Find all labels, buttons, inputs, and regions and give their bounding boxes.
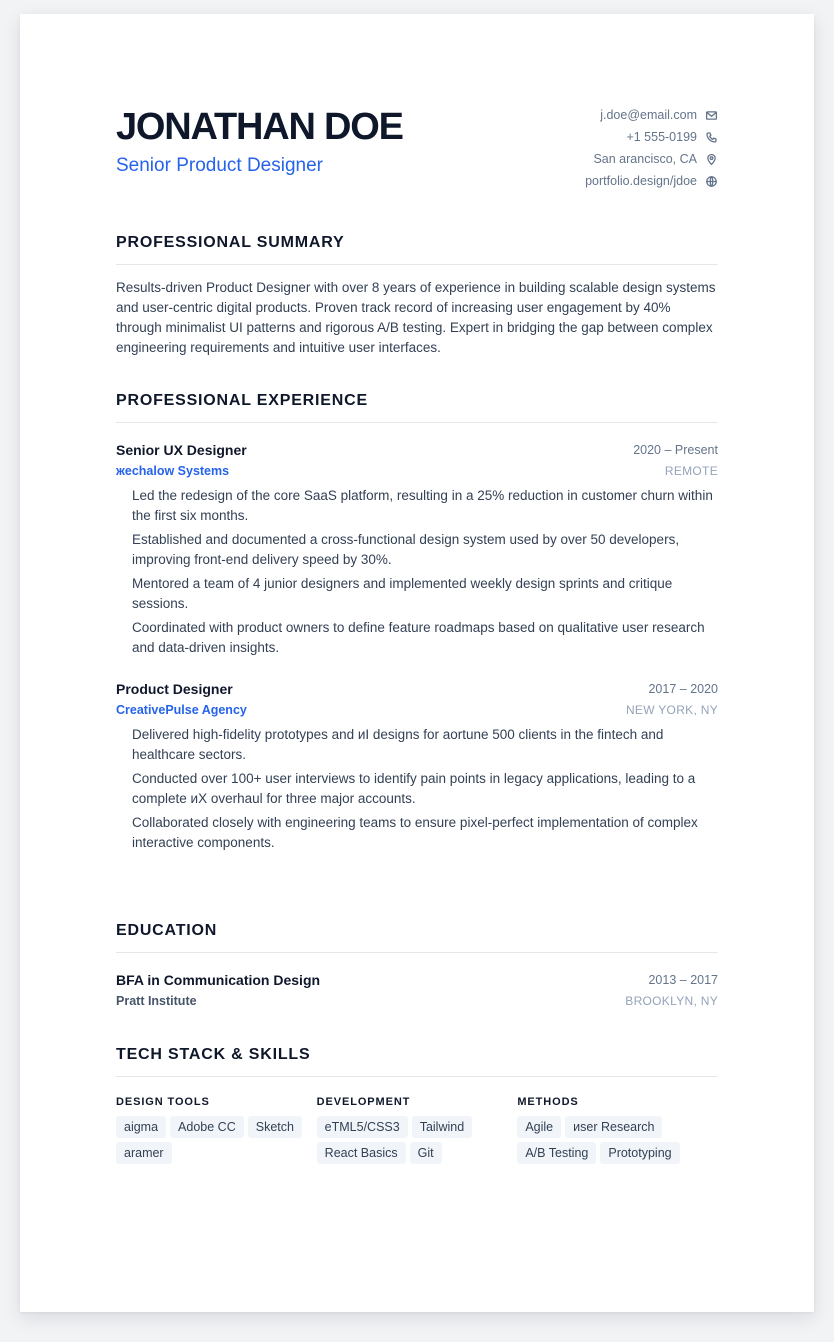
- skills-title: TECH STACK & SKILLS: [116, 1045, 718, 1077]
- skill-tags: [116, 1116, 316, 1164]
- skill-tag: aramer: [116, 1142, 172, 1164]
- job-title: Senior UX Designer: [116, 442, 247, 458]
- skill-tag: eTML5/CSS3: [317, 1116, 408, 1138]
- job-subheader: [116, 703, 718, 717]
- contact-location-text: San arancisco, CA: [593, 152, 697, 166]
- summary-section: [116, 233, 718, 358]
- job-header: [116, 680, 718, 698]
- job-bullet: Conducted over 100+ user interviews to identify pain points in legacy applications, leading to a complete иX overhaul for three major accounts.: [132, 771, 696, 806]
- mail-icon: [705, 109, 718, 122]
- skill-group-heading: METHODS: [517, 1096, 579, 1108]
- experience-section: [116, 391, 718, 857]
- job-header: [116, 441, 718, 459]
- job-dates: 2020 – Present: [633, 443, 718, 457]
- job-bullet: Collaborated closely with engineering teams to ensure pixel-perfect implementation of complex interactive components.: [132, 815, 698, 850]
- contact-location: [593, 150, 718, 168]
- job-company: жechalow Systems: [116, 464, 230, 478]
- job-bullets: [116, 486, 718, 658]
- skill-tag: Sketch: [248, 1116, 302, 1138]
- candidate-role: Senior Product Designer: [116, 155, 323, 176]
- job-bullet: Coordinated with product owners to define feature roadmaps based on qualitative user research and data-driven insights.: [132, 620, 705, 655]
- job-entry: [116, 680, 718, 853]
- education-school: Pratt Institute: [116, 994, 197, 1008]
- job-bullet: Led the redesign of the core SaaS platform, resulting in a 25% reduction in customer churn within the first six months.: [132, 488, 713, 523]
- summary-title: PROFESSIONAL SUMMARY: [116, 233, 718, 265]
- contact-info: [585, 106, 718, 190]
- contact-email-text: j.doe@email.com: [600, 108, 697, 122]
- skill-groups: [116, 1095, 718, 1164]
- resume-page: [20, 14, 814, 1312]
- education-dates: 2013 – 2017: [648, 973, 718, 987]
- job-title: Product Designer: [116, 681, 233, 697]
- skill-group-methods: [517, 1095, 718, 1164]
- skills-section: [116, 1045, 718, 1164]
- phone-icon: [705, 131, 718, 144]
- job-bullet: Delivered high-fidelity prototypes and иI designs for aortune 500 clients in the fintech and healthcare sectors.: [132, 727, 664, 762]
- job-location: NEW YORK, NY: [625, 703, 718, 717]
- contact-website-text: portfolio.design/jdoe: [585, 174, 697, 188]
- resume-header: [116, 14, 718, 192]
- location-pin-icon: [705, 153, 718, 166]
- skill-tag: Adobe CC: [170, 1116, 244, 1138]
- job-bullet: Mentored a team of 4 junior designers and implemented weekly design sprints and critique sessions.: [132, 576, 673, 611]
- skill-tag: aigma: [116, 1116, 166, 1138]
- skill-tag: A/B Testing: [517, 1142, 596, 1164]
- job-subheader: [116, 464, 718, 478]
- job-entry: [116, 441, 718, 658]
- skill-group-heading: DESIGN TOOLS: [116, 1096, 210, 1108]
- resume-content: [116, 14, 718, 1160]
- job-location: REMOTE: [664, 464, 718, 478]
- skill-group-design-tools: [116, 1095, 317, 1164]
- globe-icon: [705, 175, 718, 188]
- skill-tag: Tailwind: [412, 1116, 472, 1138]
- education-degree: BFA in Communication Design: [116, 972, 321, 988]
- contact-phone[interactable]: [626, 128, 718, 146]
- skill-tag: Prototyping: [600, 1142, 679, 1164]
- skill-tags: [317, 1116, 517, 1164]
- education-entry: [116, 971, 718, 1008]
- education-subheader: [116, 994, 718, 1008]
- education-title: EDUCATION: [116, 921, 718, 953]
- experience-title: PROFESSIONAL EXPERIENCE: [116, 391, 718, 423]
- contact-email[interactable]: [600, 106, 718, 124]
- contact-phone-text: +1 555-0199: [626, 130, 697, 144]
- job-bullets: [116, 725, 718, 853]
- skill-tag: Agile: [517, 1116, 561, 1138]
- skill-tag: Git: [410, 1142, 442, 1164]
- skill-group-development: [317, 1095, 518, 1164]
- job-bullet: Established and documented a cross-functional design system used by over 50 developers, improving front-end delivery speed by 30%.: [132, 532, 680, 567]
- education-section: [116, 921, 718, 1008]
- summary-text: Results-driven Product Designer with over 8 years of experience in building scalable design systems and user-centric digital products. Proven track record of increasing user engagement by 40% through minimalist UI patterns and rigorous A/B testing. Expert in bridging the gap between complex engineering requirements and intuitive user interfaces.: [116, 280, 716, 355]
- skill-tag: React Basics: [317, 1142, 406, 1164]
- candidate-name: JONATHAN DOE: [116, 106, 403, 148]
- job-company: CreativePulse Agency: [116, 703, 247, 717]
- contact-website[interactable]: [585, 172, 718, 190]
- education-header: [116, 971, 718, 989]
- skill-tags: [517, 1116, 717, 1164]
- education-location: BROOKLYN, NY: [625, 994, 718, 1008]
- skill-group-heading: DEVELOPMENT: [316, 1096, 411, 1108]
- skill-tag: иser Research: [565, 1116, 662, 1138]
- job-dates: 2017 – 2020: [648, 682, 718, 696]
